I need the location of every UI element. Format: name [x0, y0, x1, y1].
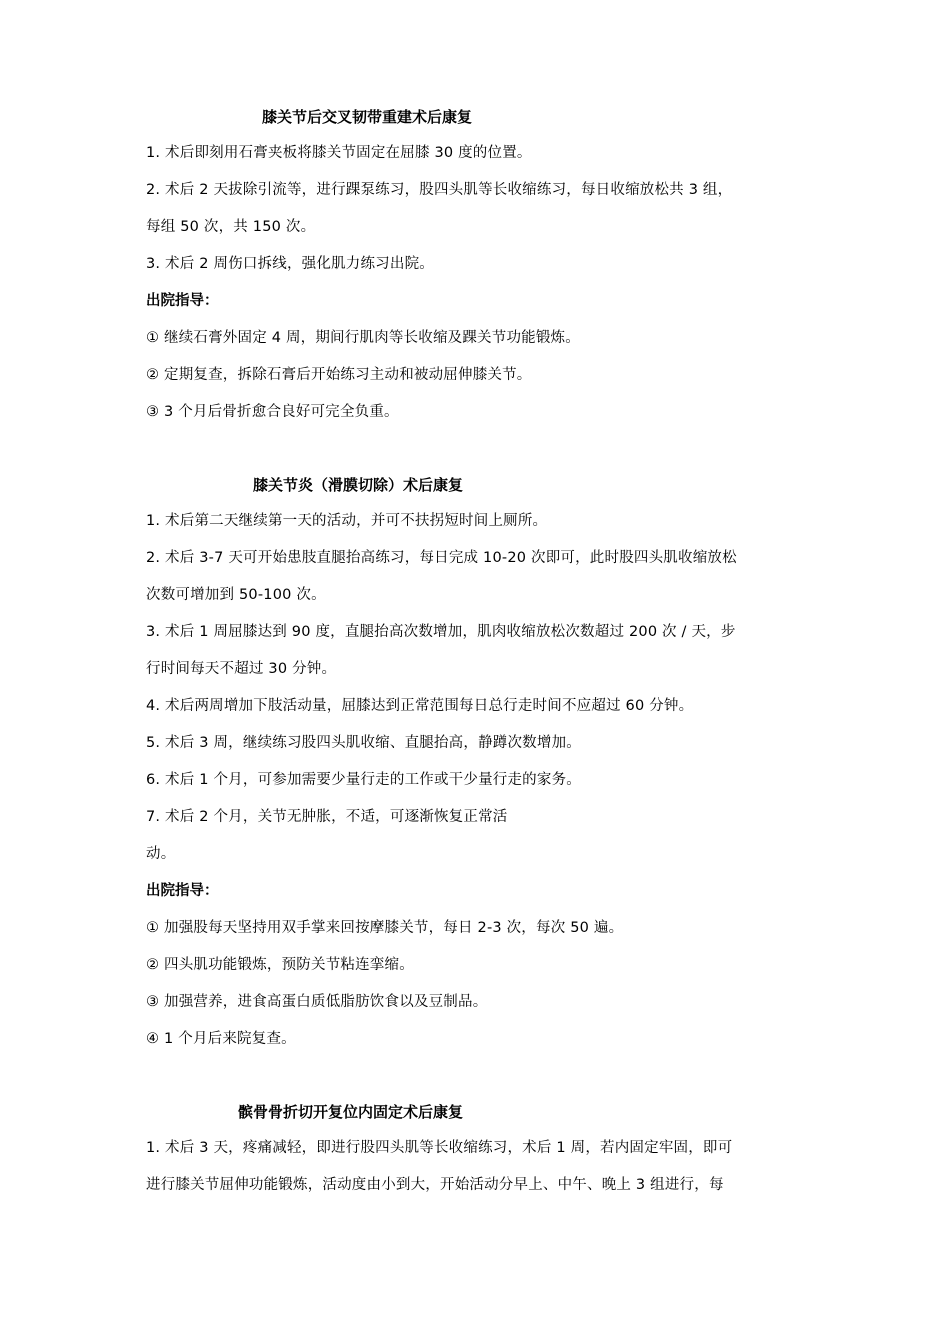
paragraph-line: 3. 术后 2 周伤口拆线，强化肌力练习出院。	[146, 256, 434, 272]
section-spacer	[146, 1063, 810, 1099]
section-patella-fracture	[146, 1099, 810, 1198]
discharge-guide-heading: 出院指导：	[146, 293, 219, 309]
guide-item: ③ 3 个月后骨折愈合良好可完全负重。	[146, 404, 399, 420]
guide-item: ② 定期复查，拆除石膏后开始练习主动和被动屈伸膝关节。	[146, 367, 532, 383]
discharge-guide-heading: 出院指导：	[146, 883, 219, 899]
paragraph-line: 进行膝关节屈伸功能锻炼，活动度由小到大，开始活动分早上、中午、晚上 3 组进行，每	[146, 1177, 724, 1193]
paragraph-line: 2. 术后 2 天拔除引流等，进行踝泵练习，股四头肌等长收缩练习，每日收缩放松共 3 组，	[146, 182, 733, 198]
paragraph-line: 3. 术后 1 周屈膝达到 90 度，直腿抬高次数增加，肌肉收缩放松次数超过 200 次 / 天，步	[146, 624, 736, 640]
section-knee-arthritis	[146, 472, 810, 1052]
guide-item: ② 四头肌功能锻炼，预防关节粘连挛缩。	[146, 957, 414, 973]
paragraph-line: 1. 术后 3 天，疼痛减轻，即进行股四头肌等长收缩练习，术后 1 周，若内固定牢固，即可	[146, 1140, 733, 1156]
section-title: 膝关节炎（滑膜切除）术后康复	[253, 476, 464, 494]
guide-item: ① 继续石膏外固定 4 周，期间行肌肉等长收缩及踝关节功能锻炼。	[146, 330, 580, 346]
paragraph-line: 6. 术后 1 个月，可参加需要少量行走的工作或干少量行走的家务。	[146, 772, 581, 788]
paragraph-line: 1. 术后第二天继续第一天的活动，并可不扶拐短时间上厕所。	[146, 513, 548, 529]
paragraph-line: 5. 术后 3 周，继续练习股四头肌收缩、直腿抬高，静蹲次数增加。	[146, 735, 581, 751]
paragraph-line: 行时间每天不超过 30 分钟。	[146, 661, 337, 677]
section-title: 髌骨骨折切开复位内固定术后康复	[238, 1103, 464, 1121]
guide-item: ③ 加强营养，进食高蛋白质低脂肪饮食以及豆制品。	[146, 994, 488, 1010]
document-page	[146, 104, 810, 1209]
section-pcl-reconstruction	[146, 104, 810, 425]
guide-item: ④ 1 个月后来院复查。	[146, 1031, 296, 1047]
paragraph-line: 每组 50 次，共 150 次。	[146, 219, 316, 235]
paragraph-line: 动。	[146, 846, 176, 862]
paragraph-line: 7. 术后 2 个月，关节无肿胀，不适，可逐渐恢复正常活	[146, 809, 508, 825]
guide-item: ① 加强股每天坚持用双手掌来回按摩膝关节，每日 2-3 次，每次 50 遍。	[146, 920, 624, 936]
section-spacer	[146, 436, 810, 472]
paragraph-line: 次数可增加到 50-100 次。	[146, 587, 326, 603]
paragraph-line: 1. 术后即刻用石膏夹板将膝关节固定在屈膝 30 度的位置。	[146, 145, 532, 161]
paragraph-line: 4. 术后两周增加下肢活动量，屈膝达到正常范围每日总行走时间不应超过 60 分钟。	[146, 698, 694, 714]
section-title: 膝关节后交叉韧带重建术后康复	[262, 108, 473, 126]
paragraph-line: 2. 术后 3-7 天可开始患肢直腿抬高练习，每日完成 10-20 次即可，此时股四头肌收缩放松	[146, 550, 737, 566]
